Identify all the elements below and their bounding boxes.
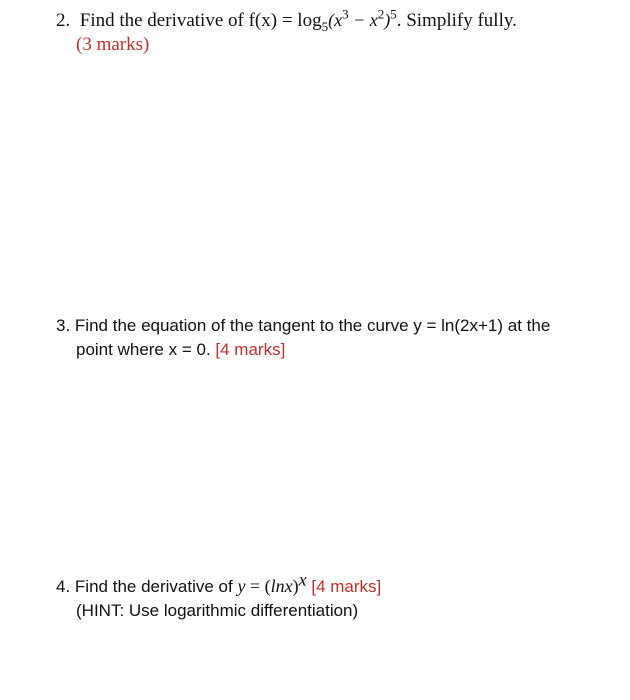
question-2-text-after: . Simplify fully. [396, 10, 517, 31]
question-2-line [56, 8, 616, 33]
question-3-line-2 [56, 338, 616, 362]
math-close: ) [384, 10, 391, 30]
question-2-text: Find the derivative of f(x) = log [79, 10, 322, 31]
question-4-marks: [4 marks] [311, 577, 382, 596]
question-2-marks: (3 marks) [76, 34, 150, 55]
question-4-number: 4. [56, 577, 71, 596]
question-3-number: 3. [56, 316, 71, 335]
math-minus: − x [348, 10, 378, 30]
exponent-outer: 5 [390, 6, 397, 22]
question-4-hint: (HINT: Use logarithmic differentiation) [76, 601, 359, 620]
math-close: ) [292, 576, 299, 596]
question-3-line-1 [56, 314, 616, 338]
exponent-2: 2 [377, 6, 385, 22]
question-3-marks: [4 marks] [215, 340, 286, 359]
exponent-1: 3 [342, 6, 349, 22]
question-3-text-2: point where x = 0. [76, 340, 211, 359]
math-exponent: x [298, 569, 307, 590]
question-3 [56, 314, 616, 362]
question-2 [56, 8, 616, 57]
question-4-text: Find the derivative of [74, 577, 233, 596]
math-equals: = ( [245, 576, 271, 596]
question-2-number: 2. [56, 10, 71, 31]
log-base: 5 [321, 18, 329, 34]
question-3-text-1: Find the equation of the tangent to the curve y = ln(2x+1) at the [74, 316, 551, 335]
math-ln: lnx [270, 576, 293, 596]
math-y: y [237, 576, 246, 596]
question-4-line-1 [56, 569, 616, 599]
math-open: (x [328, 10, 343, 30]
question-4 [56, 569, 616, 623]
